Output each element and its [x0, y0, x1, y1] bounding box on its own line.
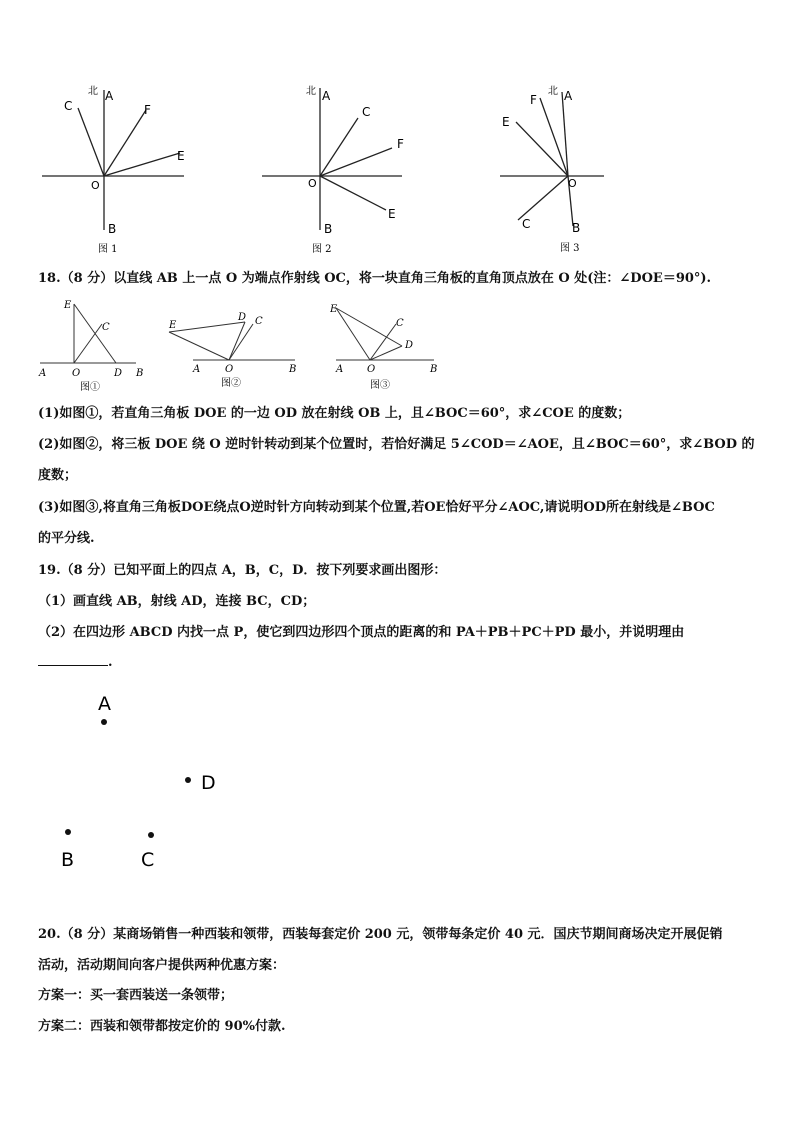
fig1-A: A	[105, 89, 114, 103]
q18-intro: 18.（8 分）以直线 AB 上一点 O 为端点作射线 OC，将一块直角三角板的直角顶点放在 O 处(注：∠DOE＝90°).	[38, 271, 712, 286]
q18f3-B: B	[430, 364, 438, 375]
q19-points-figure	[50, 686, 250, 876]
q18f3-O: O	[367, 364, 376, 375]
q18f2-B: B	[289, 364, 297, 375]
q18-part3-line2: 的平分线.	[38, 531, 95, 546]
q18-figure-3	[330, 298, 450, 394]
fig2-C: C	[362, 105, 371, 119]
q18f1-E: E	[64, 300, 72, 311]
q18f1-D: D	[114, 368, 123, 379]
fig2-A: A	[322, 89, 331, 103]
fig3-C: C	[522, 217, 531, 231]
point-C	[148, 832, 154, 838]
q19-answer-line	[38, 653, 758, 673]
q18f3-caption: 图③	[370, 380, 390, 391]
q18f2-C: C	[255, 316, 263, 327]
fig3-north: 北	[548, 86, 558, 97]
label-D: D	[201, 772, 216, 794]
q18-figure-2	[165, 308, 305, 392]
fig1-north: 北	[88, 86, 98, 97]
fig1-O: O	[91, 179, 100, 192]
figure-3	[496, 80, 626, 255]
answer-blank[interactable]	[38, 653, 108, 666]
fig3-F: F	[530, 93, 537, 107]
figure-1	[38, 80, 198, 255]
q19-part2-end: .	[108, 655, 113, 670]
fig1-E: E	[177, 149, 185, 163]
q19-part1: （1）画直线 AB，射线 AD，连接 BC，CD；	[38, 594, 316, 609]
point-A	[101, 719, 107, 725]
fig2-E: E	[388, 207, 396, 221]
q19-part2: （2）在四边形 ABCD 内找一点 P，使它到四边形四个顶点的距离的和 PA＋PB＋PC＋PD 最小，并说明理由	[38, 625, 685, 640]
fig2-F: F	[397, 137, 404, 151]
q19-intro: 19.（8 分）已知平面上的四点 A，B，C，D．按下列要求画出图形：	[38, 563, 447, 578]
fig2-B: B	[324, 222, 333, 236]
fig3-B: B	[572, 221, 581, 235]
q20-plan1: 方案一：买一套西装送一条领带；	[38, 988, 234, 1003]
fig3-caption: 图 3	[560, 243, 580, 254]
q18f1-caption: 图①	[80, 382, 100, 393]
q18-part2-line2: 度数；	[38, 468, 78, 483]
q18f2-A: A	[193, 364, 201, 375]
q20-line2: 活动，活动期间向客户提供两种优惠方案：	[38, 958, 286, 973]
q18f3-C: C	[396, 318, 404, 329]
q18f2-caption: 图②	[221, 378, 241, 389]
point-D	[185, 777, 191, 783]
point-B	[65, 829, 71, 835]
fig1-B: B	[108, 222, 117, 236]
fig2-O: O	[308, 177, 317, 190]
q18f1-B: B	[136, 368, 144, 379]
label-B: B	[61, 849, 75, 871]
q18f3-A: A	[336, 364, 344, 375]
q18f1-A: A	[39, 368, 47, 379]
q18f1-O: O	[72, 368, 81, 379]
q18f1-C: C	[102, 322, 110, 333]
fig3-E: E	[502, 115, 510, 129]
fig3-A: A	[564, 89, 573, 103]
fig1-C: C	[64, 99, 73, 113]
q18-part2-line1: (2)如图②，将三板 DOE 绕 O 逆时针转动到某个位置时，若恰好满足 5∠COD＝∠AOE，且∠BOC＝60°，求∠BOD 的	[38, 437, 755, 452]
fig1-caption: 图 1	[98, 244, 118, 255]
fig1-F: F	[144, 103, 151, 117]
q18f2-O: O	[225, 364, 234, 375]
figure-2	[258, 80, 418, 255]
q18f2-D: D	[238, 312, 247, 323]
label-A: A	[98, 693, 111, 715]
fig2-caption: 图 2	[312, 244, 332, 255]
q18f3-D: D	[405, 340, 414, 351]
fig2-north: 北	[306, 86, 316, 97]
q18f3-E: E	[330, 304, 338, 315]
label-C: C	[141, 849, 155, 871]
q18-part1: (1)如图①，若直角三角板 DOE 的一边 OD 放在射线 OB 上，且∠BOC＝60°，求∠COE 的度数；	[38, 406, 631, 421]
q18f2-E: E	[169, 320, 177, 331]
q20-plan2: 方案二：西装和领带都按定价的 90%付款.	[38, 1019, 286, 1034]
fig3-O: O	[568, 177, 577, 190]
q18-figure-1	[36, 296, 156, 396]
q18-part3-line1: (3)如图③,将直角三角板DOE绕点O逆时针方向转动到某个位置,若OE恰好平分∠AOC,请说明OD所在射线是∠BOC	[38, 500, 715, 515]
q20-line1: 20.（8 分）某商场销售一种西装和领带，西装每套定价 200 元，领带每条定价 40 元．国庆节期间商场决定开展促销	[38, 927, 723, 942]
